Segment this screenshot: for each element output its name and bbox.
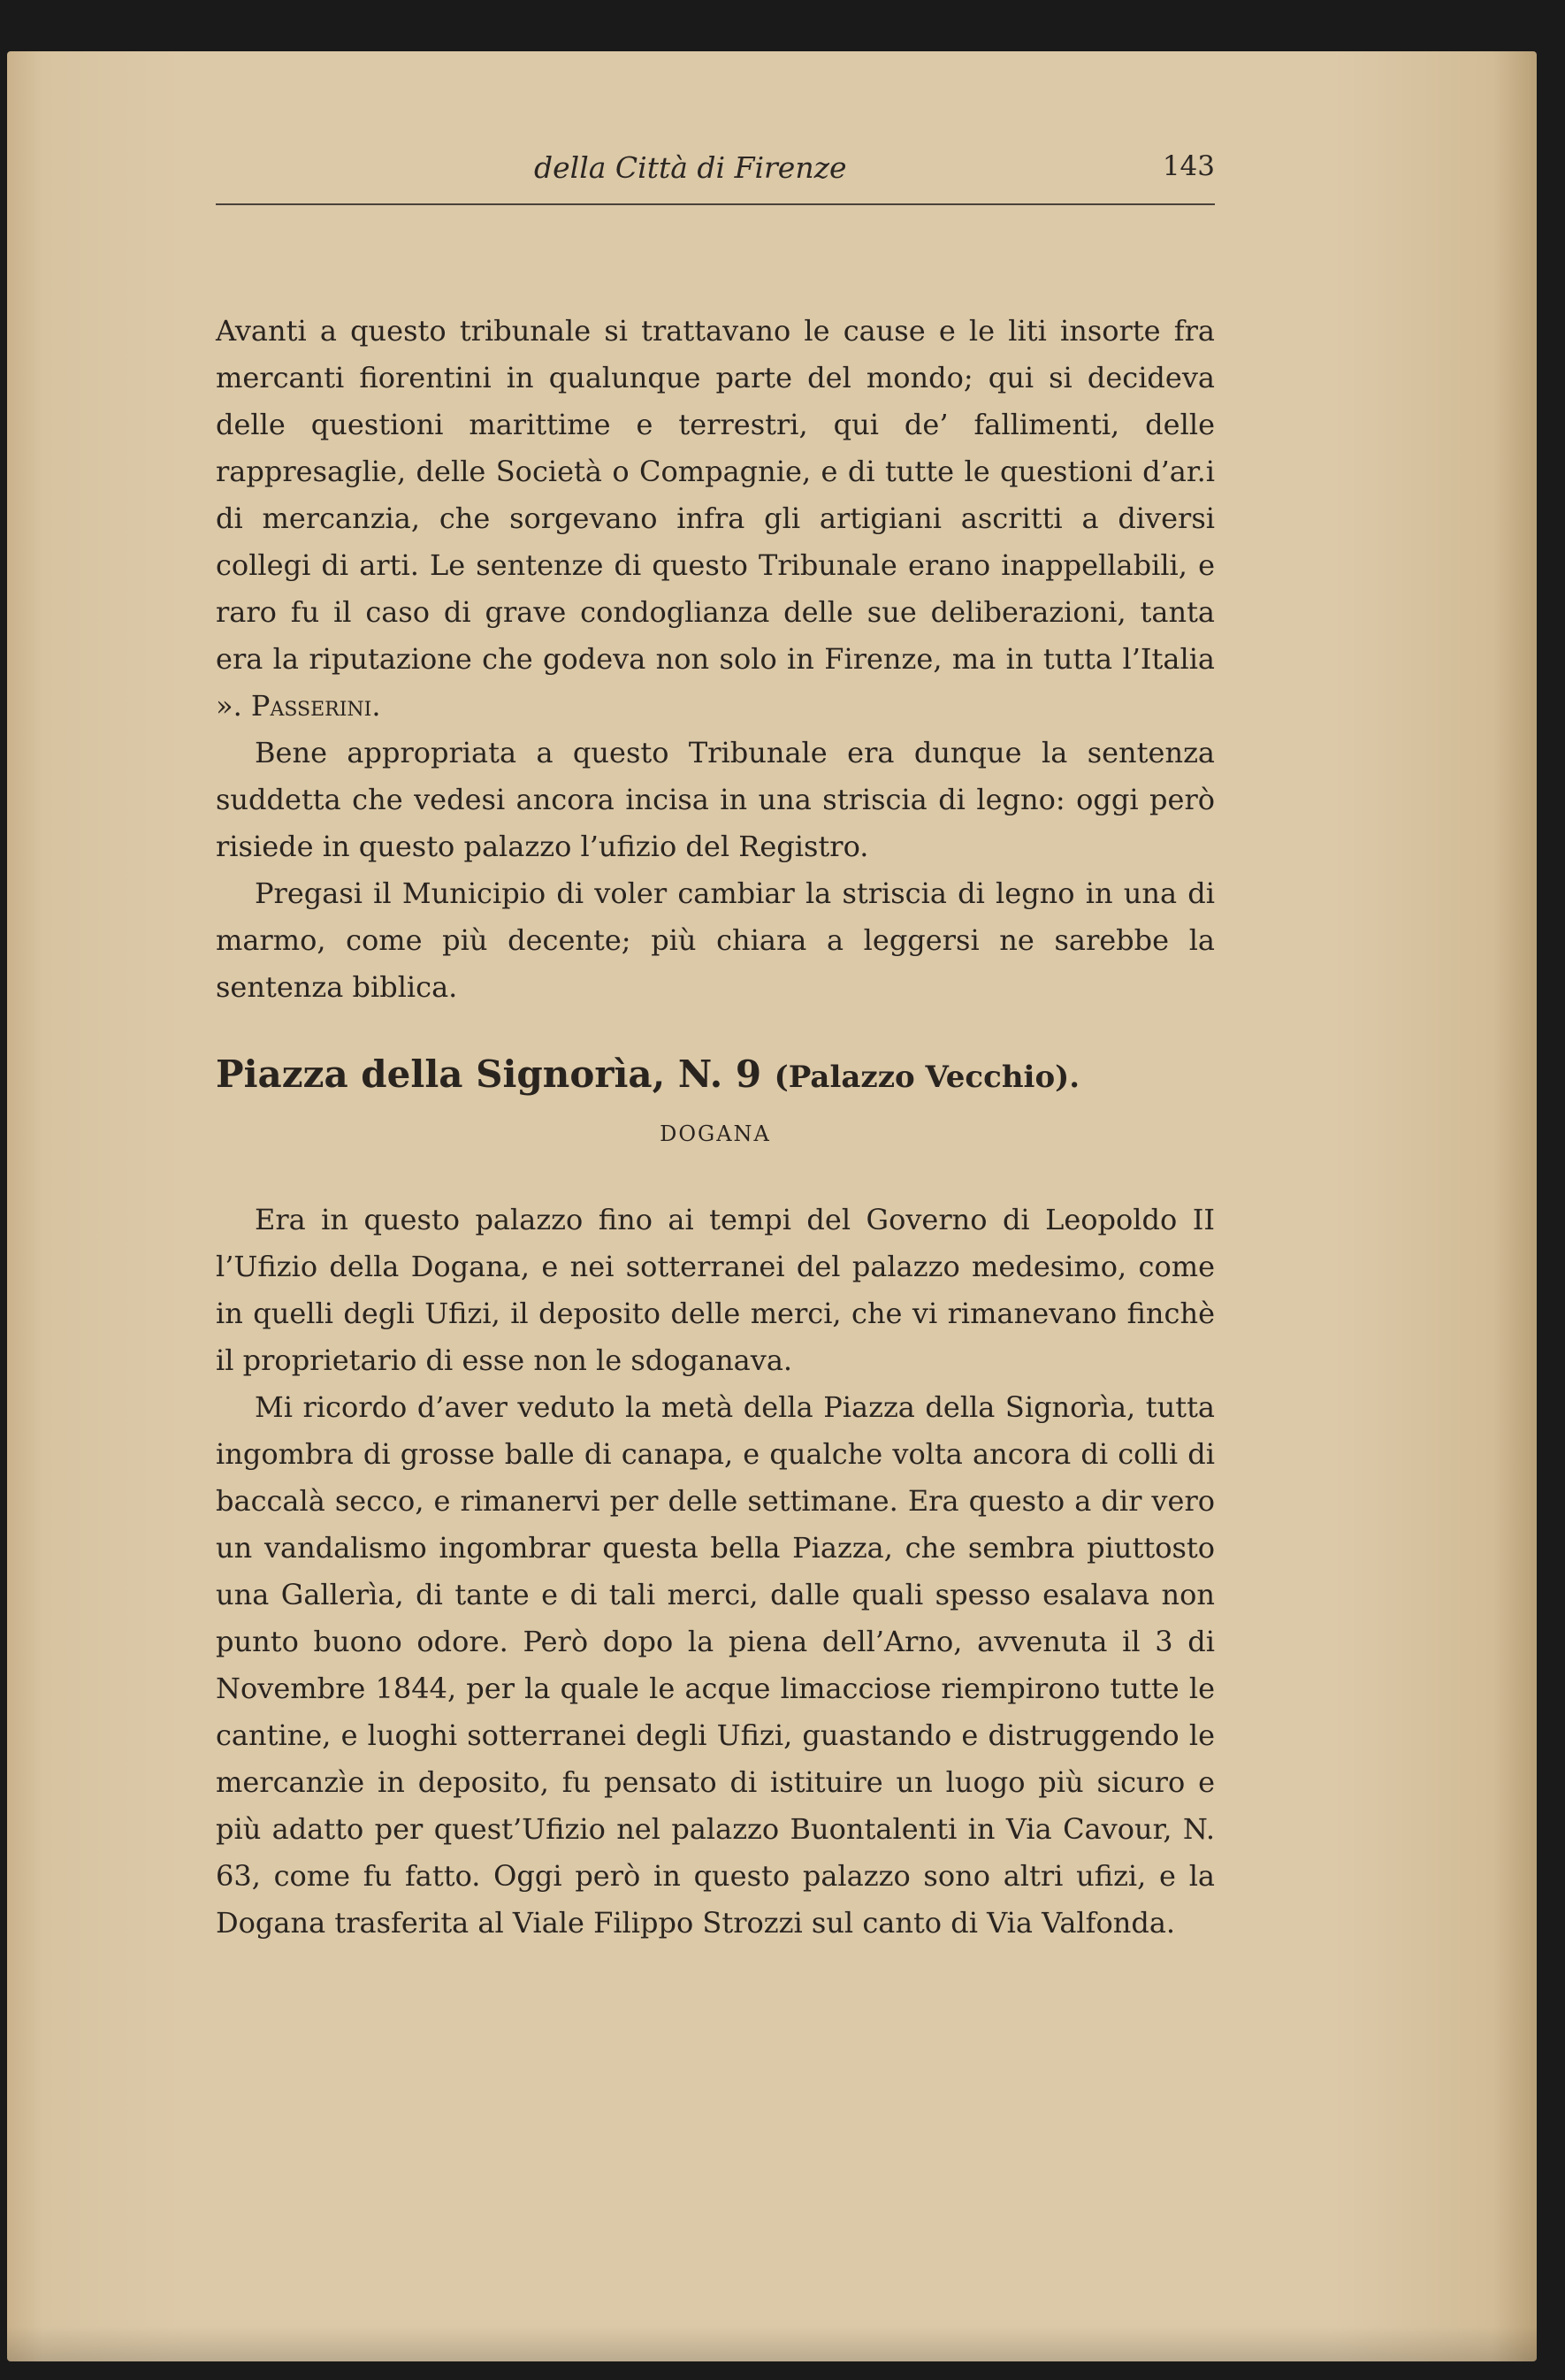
running-head (216, 150, 1215, 203)
section-title (216, 1046, 1215, 1106)
section-title-text: Piazza della Signorìa, N. 9 (216, 1052, 762, 1096)
author-citation: Passerini. (250, 689, 381, 723)
section-paragraph-2: Mi ricordo d’aver veduto la metà della Piazza della Signorìa, tutta ingombra di grosse balle di canapa, e qualche volta ancora di colli di baccalà secco, e rimanervi per delle settimane. Era questo a dir vero un vandalismo ingombrar questa bella Piazza, che sembra piuttosto una Gallerìa, di tante e di tali merci, dalle quali spesso esalava non punto buono odore. Però dopo la piena dell’Arno, avvenuta il 3 di Novembre 1844, per la quale le acque limacciose riempirono tutte le cantine, e luoghi sotterranei degli Ufizi, guastando e distruggendo le mercanzìe in deposito, fu pensato di istituire un luogo più sicuro e più adatto per quest’Ufizio nel palazzo Buontalenti in Via Cavour, N. 63, come fu fatto. Oggi però in questo palazzo sono altri ufizi, e la Dogana trasferita al Viale Filippo Strozzi sul canto di Via Valfonda. (216, 1390, 1215, 1940)
text-block (216, 308, 1215, 1947)
section-subtitle: DOGANA (660, 1121, 771, 1146)
section-paragraph-1: Era in questo palazzo fino ai tempi del Governo di Leopoldo II l’Ufizio della Dogana, e nei sotterranei del palazzo medesimo, come in quelli degli Ufizi, il deposito delle merci, che vi rimanevano finchè il proprietario di esse non le sdoganava. (216, 1203, 1215, 1377)
page-content (7, 51, 1537, 2361)
paragraph-3: Pregasi il Municipio di voler cambiar la striscia di legno in una di marmo, come più decente; più chiara a leggersi ne sarebbe la sentenza biblica. (216, 876, 1215, 1004)
book-page (7, 51, 1537, 2361)
paragraph-2: Bene appropriata a questo Tribunale era dunque la sentenza suddetta che vedesi ancora incisa in una striscia di legno: oggi però risiede in questo palazzo l’ufizio del Registro. (216, 736, 1215, 863)
section-title-paren: (Palazzo Vecchio). (774, 1060, 1080, 1095)
page-number: 143 (1162, 150, 1215, 182)
running-title: della Città di Firenze (534, 150, 847, 185)
paragraph-1 (216, 308, 1215, 730)
header-rule (216, 203, 1215, 205)
page-bottom-shade (7, 2326, 1537, 2361)
paragraph-1-text: Avanti a questo tribunale si trattavano le cause e le liti insorte fra mercanti fiorentini in qualunque parte del mondo; qui si decideva delle questioni marittime e terrestri, qui de’ fallimenti, delle rappresaglie, delle Società o Compagnie, e di tutte le questioni d’ar.i di mercanzia, che sorgevano infra gli artigiani ascritti a diversi collegi di arti. Le sentenze di questo Tribunale erano inappellabili, e raro fu il caso di grave condoglianza delle sue deliberazioni, tanta era la riputazione che godeva non solo in Firenze, ma in tutta l’Italia ». (216, 314, 1215, 723)
